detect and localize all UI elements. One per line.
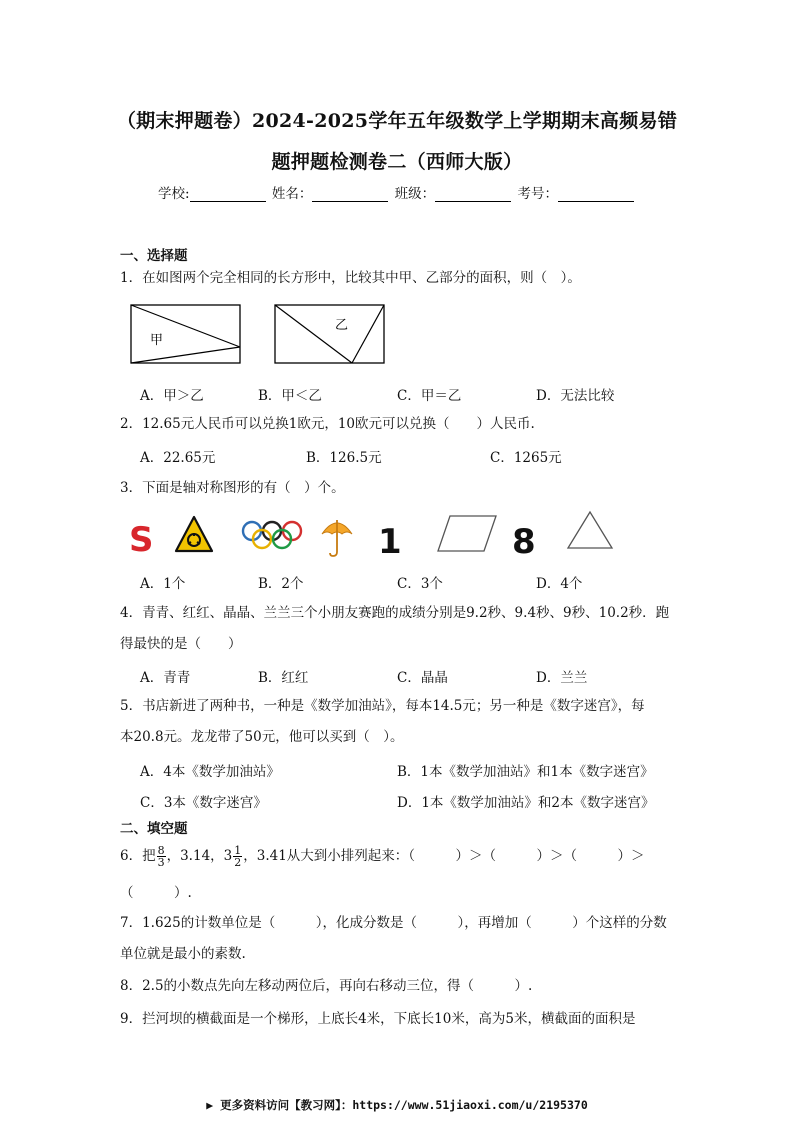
class-blank[interactable] [435,187,511,202]
page-title-line1: （期末押题卷）2024-2025学年五年级数学上学期期末高频易错 [116,110,678,132]
q4-option-a[interactable]: A．青青 [140,670,191,686]
q4-option-d[interactable]: D．兰兰 [536,670,588,686]
line-yi-left [275,305,352,363]
footer-link[interactable]: ▶ 更多资料访问【教习网】：https://www.51jiaoxi.com/u/2195370 [206,1098,588,1112]
q5-option-d[interactable]: D．1本《数学加油站》和2本《数字迷宫》 [397,795,655,811]
triangle-icon [568,512,612,548]
warning-sign-icon [176,517,212,551]
q1-option-d[interactable]: D．无法比较 [536,388,615,404]
question-4-text-line1: 4．青青、红红、晶晶、兰兰三个小朋友赛跑的成绩分别是9.2秒、9.4秒、9秒、10.2秒．跑 [120,605,670,621]
question-6-line2: （ ）. [120,885,192,901]
rectangle-jia [131,305,240,363]
name-label: 姓名： [271,186,313,202]
q3-option-a[interactable]: A．1个 [140,576,186,592]
q1-option-c[interactable]: C．甲＝乙 [397,388,462,404]
fraction-8-3 [157,845,166,868]
question-3-figures [126,508,626,564]
school-label: 学校: [158,186,190,202]
section-title-fill: 二、填空题 [120,821,188,837]
fraction-numerator: 8 [157,844,165,857]
q6-rest: ，3.41从大到小排列起来：（ ）＞（ ）＞（ ）＞ [243,848,645,864]
q3-option-b[interactable]: B．2个 [258,576,304,592]
q6-prefix: 6．把 [120,848,156,864]
question-7-text-line2: 单位就是最小的素数. [120,946,246,962]
q2-option-b[interactable]: B．126.5元 [306,450,382,466]
letter-s-icon: S [129,520,154,560]
line-jia-top [131,305,240,347]
name-blank[interactable] [312,187,388,202]
q1-option-b[interactable]: B．甲＜乙 [258,388,322,404]
question-5-text-line2: 本20.8元。龙龙带了50元，他可以买到（ ）。 [120,729,404,745]
q3-option-d[interactable]: D．4个 [536,576,583,592]
page-title-line2: 题押题检测卷二（西师大版） [271,151,523,173]
q4-option-c[interactable]: C．晶晶 [397,670,448,686]
section-title-choice: 一、选择题 [120,248,188,264]
digit-1-icon: 1 [378,522,402,562]
label-jia: 甲 [150,333,164,348]
school-blank[interactable] [190,187,266,202]
q5-option-a[interactable]: A．4本《数学加油站》 [140,764,280,780]
digit-8-icon: 8 [512,522,536,562]
question-1-text: 1．在如图两个完全相同的长方形中，比较其中甲、乙部分的面积，则（ ）。 [120,270,581,286]
label-yi: 乙 [335,318,349,333]
fraction-1-2 [233,845,242,868]
q1-option-a[interactable]: A．甲＞乙 [140,388,204,404]
question-6-text [120,845,680,868]
question-3-text: 3．下面是轴对称图形的有（ ）个。 [120,480,345,496]
q6-mid: ，3.14， [166,848,224,864]
mixed-number-whole: 3 [223,848,233,864]
question-5-text-line1: 5．书店新进了两种书，一种是《数学加油站》，每本14.5元；另一种是《数字迷宫》，每 [120,698,645,714]
q2-option-c[interactable]: C．1265元 [490,450,562,466]
question-4-text-line2: 得最快的是（ ） [120,636,242,652]
umbrella-icon [322,520,352,556]
fraction-numerator: 1 [234,844,242,857]
q4-option-b[interactable]: B．红红 [258,670,309,686]
olympic-rings-icon [243,522,301,548]
parallelogram-icon [438,516,496,551]
question-9-text: 9．拦河坝的横截面是一个梯形，上底长4米，下底长10米，高为5米，横截面的面积是 [120,1011,636,1027]
student-info-row [0,182,794,202]
class-label: 班级： [394,186,436,202]
fraction-denominator: 3 [157,856,165,869]
question-7-text-line1: 7．1.625的计数单位是（ ），化成分数是（ ），再增加（ ）个这样的分数 [120,915,667,931]
line-yi-right [352,305,384,363]
question-2-text: 2．12.65元人民币可以兑换1欧元，10欧元可以兑换（ ）人民币. [120,416,535,432]
question-1-figure [126,302,396,368]
fraction-denominator: 2 [234,856,242,869]
q5-option-c[interactable]: C．3本《数字迷宫》 [140,795,267,811]
exam-no-blank[interactable] [558,187,634,202]
line-jia-bottom [131,347,240,363]
q5-option-b[interactable]: B．1本《数学加油站》和1本《数字迷宫》 [397,764,654,780]
q2-option-a[interactable]: A．22.65元 [140,450,216,466]
question-8-text: 8．2.5的小数点先向左移动两位后，再向右移动三位，得（ ）. [120,978,533,994]
exam-no-label: 考号： [517,186,558,202]
q3-option-c[interactable]: C．3个 [397,576,443,592]
